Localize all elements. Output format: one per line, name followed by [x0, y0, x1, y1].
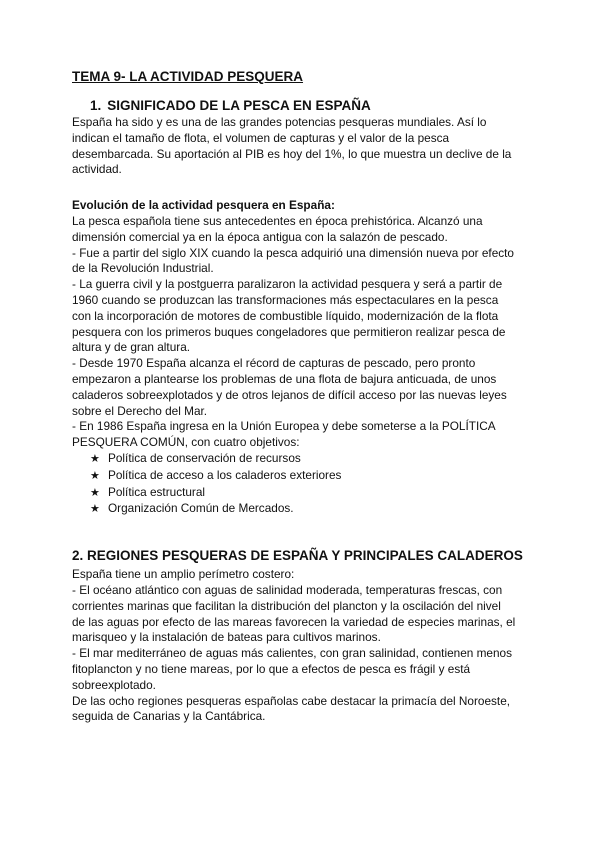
evolution-line: caladeros sobreexplotados y de otros lejanos de difícil acceso por las nuevas leyes: [72, 387, 507, 402]
document-content: [72, 68, 532, 725]
star-bullet-icon: ★: [90, 469, 100, 482]
list-item-text: Organización Común de Mercados.: [108, 501, 294, 516]
evolution-line: de la Revolución Industrial.: [72, 261, 214, 276]
evolution-line: empezaron a plantearse los problemas de una flota de bajura anticuada, de unos: [72, 371, 497, 386]
section1-heading-text: SIGNIFICADO DE LA PESCA EN ESPAÑA: [107, 98, 371, 113]
evolution-line: 1960 cuando se produzcan las transformaciones más espectaculares en la pesca: [72, 292, 499, 307]
spacer: [72, 178, 532, 198]
list-item: [90, 468, 532, 485]
evolution-line: con la incorporación de motores de combustible líquido, modernización de la flota: [72, 308, 499, 323]
evolution-line: - La guerra civil y la postguerra paralizaron la actividad pesquera y será a partir de: [72, 277, 503, 292]
section2-line: seguida de Canarias y la Cantábrica.: [72, 709, 266, 724]
list-item-text: Política de acceso a los caladeros exteriores: [108, 467, 342, 482]
list-item: [90, 451, 532, 468]
list-item-text: Política estructural: [108, 484, 206, 499]
spacer: [72, 518, 532, 547]
section2-line: corrientes marinas que facilitan la distribución del plancton y la oscilación del nivel: [72, 598, 501, 613]
section2-line: marisqueo y la instalación de bateas para cultivos marinos.: [72, 630, 381, 645]
objectives-list: [72, 451, 532, 518]
list-item: [90, 485, 532, 502]
section1-line: indican el tamaño de flota, el volumen de capturas y el valor de la pesca: [72, 130, 450, 145]
section2-line: - El océano atlántico con aguas de salinidad moderada, temperaturas frescas, con: [72, 582, 503, 597]
evolution-line: La pesca española tiene sus antecedentes en época prehistórica. Alcanzó una: [72, 213, 483, 228]
evolution-line: sobre el Derecho del Mar.: [72, 403, 208, 418]
section2-heading: 2. REGIONES PESQUERAS DE ESPAÑA Y PRINCIPALES CALADEROS: [72, 548, 523, 564]
section2-line: De las ocho regiones pesqueras españolas cabe destacar la primacía del Noroeste,: [72, 693, 511, 708]
document-title: TEMA 9- LA ACTIVIDAD PESQUERA: [72, 69, 304, 84]
evolution-line: - Desde 1970 España alcanza el récord de capturas de pescado, pero pronto: [72, 356, 476, 371]
list-item: [90, 501, 532, 518]
section2-line: de las aguas por efecto de las mareas favorecen la variedad de especies marinas, el: [72, 614, 516, 629]
section2-line: sobreexplotado.: [72, 677, 156, 692]
section1-line: España ha sido y es una de las grandes potencias pesqueras mundiales. Así lo: [72, 115, 487, 129]
star-bullet-icon: ★: [90, 503, 100, 516]
section1-line: desembarcada. Su aportación al PIB es hoy del 1%, lo que muestra un declive de la: [72, 146, 512, 161]
section1-line: actividad.: [72, 162, 122, 177]
section2-line: fitoplancton y no tiene mareas, por lo que a efectos de pesca es frágil y está: [72, 661, 471, 676]
star-bullet-icon: ★: [90, 486, 100, 499]
evolution-line: dimensión comercial ya en la época antigua con la salazón de pescado.: [72, 229, 448, 244]
evolution-line: - En 1986 España ingresa en la Unión Europea y debe someterse a la POLÍTICA: [72, 419, 496, 434]
list-item-text: Política de conservación de recursos: [108, 450, 301, 465]
evolution-line: altura y de gran altura.: [72, 340, 191, 355]
evolution-subtitle: Evolución de la actividad pesquera en España:: [72, 198, 335, 213]
evolution-line: PESQUERA COMÚN, con cuatro objetivos:: [72, 435, 300, 450]
section2-line: - El mar mediterráneo de aguas más calientes, con gran salinidad, contienen menos: [72, 646, 513, 661]
section1-heading: [72, 97, 532, 115]
section2-line: España tiene un amplio perímetro costero:: [72, 567, 295, 582]
section1-number: 1.: [90, 98, 102, 113]
evolution-line: pesquera con los primeros buques congeladores que permitieron realizar pesca de: [72, 324, 506, 339]
star-bullet-icon: ★: [90, 452, 100, 465]
evolution-line: - Fue a partir del siglo XIX cuando la pesca adquirió una dimensión nueva por efecto: [72, 245, 514, 260]
